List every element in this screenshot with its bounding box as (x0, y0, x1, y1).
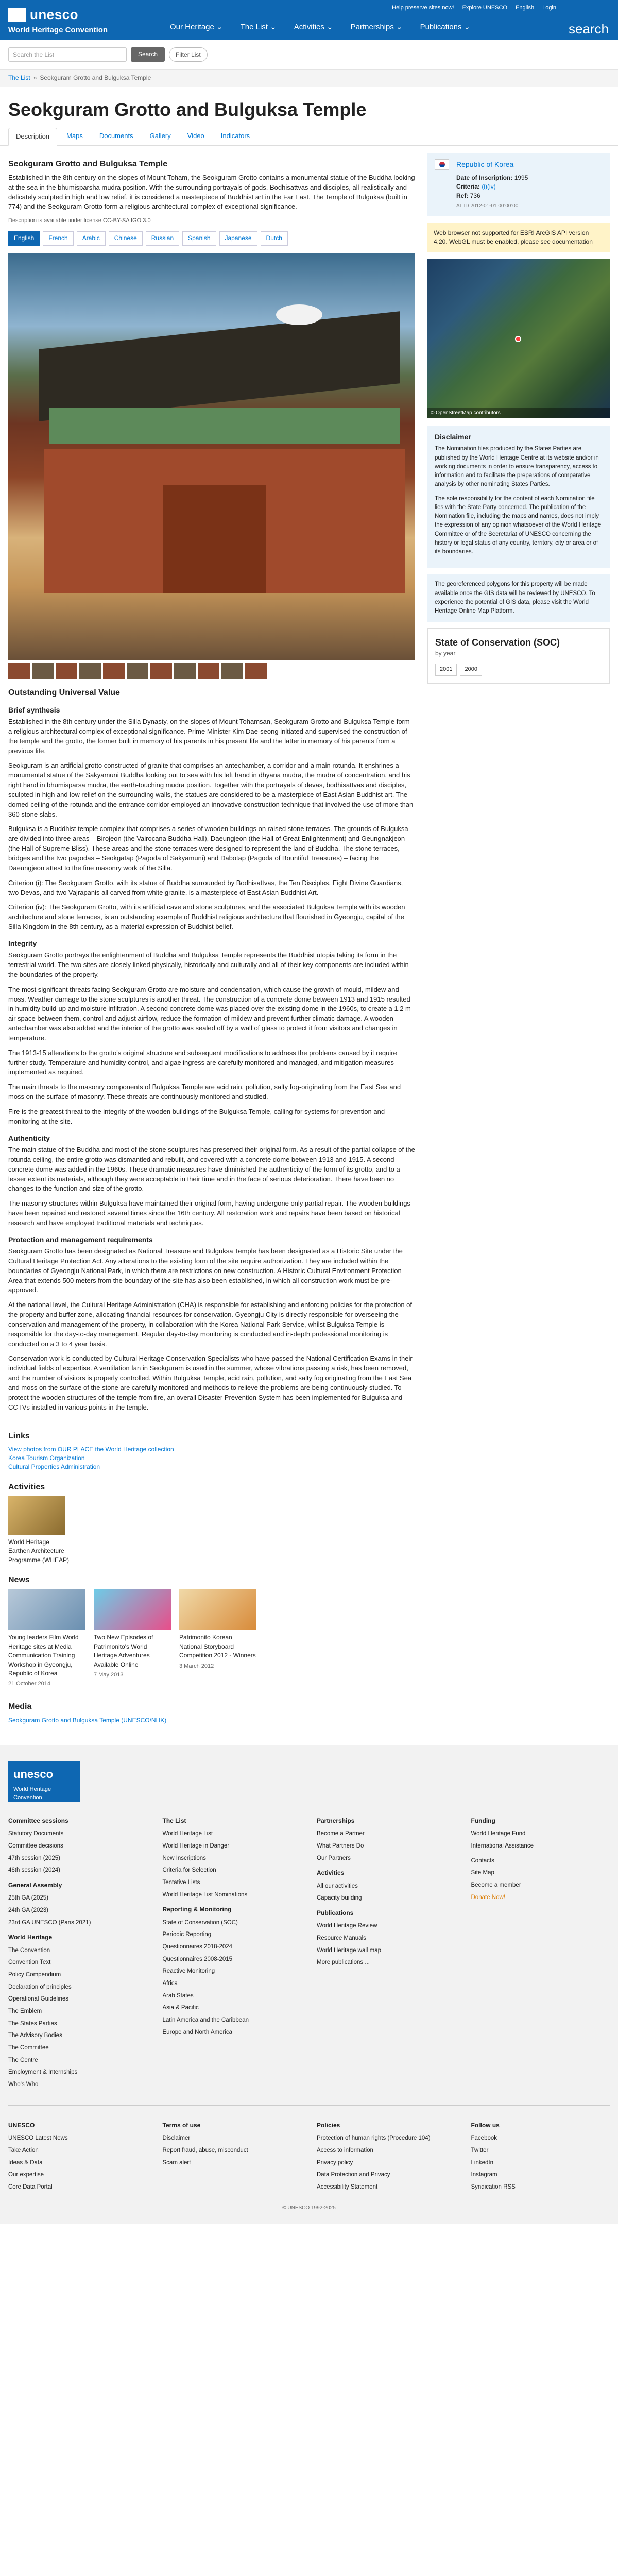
thumbnail[interactable] (103, 663, 125, 679)
footer-link[interactable]: Data Protection and Privacy (317, 2172, 390, 2178)
gallery-thumbnails (8, 663, 415, 679)
news-date: 7 May 2013 (94, 1671, 124, 1678)
breadcrumb-sep: » (33, 74, 37, 81)
site-name[interactable]: World Heritage Convention (8, 26, 108, 35)
footer-link[interactable]: All our activities (317, 1883, 358, 1889)
lang-arabic[interactable]: Arabic (77, 231, 106, 245)
footer-link[interactable]: 23rd GA UNESCO (Paris 2021) (8, 1919, 91, 1926)
footer-link[interactable]: Committee decisions (8, 1842, 63, 1849)
temple-icon (8, 8, 26, 22)
thumbnail[interactable] (8, 663, 30, 679)
footer-link[interactable]: Protection of human rights (Procedure 104) (317, 2135, 431, 2142)
authenticity-paragraph: The main statue of the Buddha and most of the stone sculptures has preserved their original form. As a result of the partial collapse of the rotunda ceiling, the entire grotto was dismantled and rebuilt, and covered with a concrete dome between 1913 and 1915. A second concrete dome was added in the 1960s. These dramatic measures have diminished the authenticity of the form of its grotto, and to a lesser extent its materials, although they were acceptable in their time and in the face of serious deterioration. There have been no changes to the function and size of the grotto. (8, 1145, 415, 1193)
footer-link[interactable]: Operational Guidelines (8, 1996, 68, 2003)
gis-note: The georeferenced polygons for this property will be made available once the GIS data will be reviewed by UNESCO. To experience the potential of GIS data, please visit the World Heritage Online Map Platform. (427, 574, 610, 622)
news-heading: News (8, 1575, 30, 1585)
links-section (0, 1430, 618, 1472)
news-date: 21 October 2014 (8, 1681, 50, 1687)
criteria: Criteria: (i)(iv) (456, 183, 496, 191)
site-header (0, 0, 618, 40)
lang-chinese[interactable]: Chinese (109, 231, 143, 245)
footer-link[interactable]: Take Action (8, 2147, 39, 2154)
footer-link[interactable]: Resource Manuals (317, 1935, 366, 1942)
protection-paragraph: At the national level, the Cultural Heritage Administration (CHA) is responsible for establishing and enforcing policies for the protection of the property and buffer zone, allocating financial resources for conservation. Gyeongju City is directly responsible for overseeing the conservation and management of the property, in collaboration with the Korea National Park Service, whilst Bulguksa Temple is responsible for the day-to-day management. Regular day-to-day monitoring is conducted and in-depth professional monitoring is conducted on a 3 to 4 year basis. (8, 1301, 413, 1348)
map-pin-icon[interactable] (515, 336, 521, 342)
footer-link[interactable]: Site Map (471, 1870, 494, 1876)
footer-heading: The List (162, 1817, 186, 1824)
footer-heading: Publications (317, 1909, 354, 1917)
intro-text: Established in the 8th century on the slopes of Mount Toham, the Seokguram Grotto contains a monumental statue of the Buddha looking at the sea in the bhumisparsha mudra position. With the surrounding portrayals of gods, Bodhisattvas and disciples, all realistically and delicately sculpted in high and low relief, it is considered a masterpiece of Buddhist art in the Far East. The Temple of Bulguksa (built in 774) and the Seokguram Grotto form a religious architectural complex of exceptional significance. (8, 173, 415, 211)
links-heading: Links (8, 1431, 30, 1440)
photo-bird (276, 304, 322, 325)
footer-bottom (8, 2105, 610, 2195)
footer-link[interactable]: Questionnaires 2008-2015 (162, 1956, 233, 1962)
nav-the-list[interactable]: The List ⌄ (240, 23, 277, 31)
news-title[interactable]: Young leaders Film World Heritage sites at Media Communication Training Workshop in Gyeongju, Republic of Korea (8, 1634, 79, 1677)
footer-link[interactable]: Syndication RSS (471, 2183, 516, 2190)
tab-gallery[interactable]: Gallery (149, 131, 171, 140)
timestamp: AT ID 2012-01-01 00:00:00 (456, 203, 519, 209)
footer-link[interactable]: Arab States (162, 1992, 194, 1999)
nav-our-heritage[interactable]: Our Heritage ⌄ (170, 23, 223, 31)
tab-indicators[interactable]: Indicators (220, 131, 250, 140)
license-note[interactable]: Description is available under license CC-BY-SA IGO 3.0 (8, 217, 151, 224)
site-footer (0, 1745, 618, 2224)
breadcrumb (0, 70, 618, 87)
integrity-paragraph: The 1913-15 alterations to the grotto's original structure and subsequent modifications to address the problems caused by it require further study. Temperature and humidity control, and algae ingress are carefully monitored and managed, and mitigation measures implemented as required. (8, 1048, 397, 1076)
hero-photo[interactable] (8, 253, 415, 660)
inscription-date: Date of Inscription: 1995 (456, 174, 528, 181)
footer-link[interactable]: Twitter (471, 2147, 489, 2154)
lang-japanese[interactable]: Japanese (219, 231, 258, 245)
news-item[interactable] (8, 1589, 85, 1688)
filter-list-toggle[interactable]: Filter List (169, 47, 208, 62)
footer-link[interactable]: Asia & Pacific (162, 2005, 199, 2011)
sidebar (427, 153, 610, 1418)
footer-heading: Partnerships (317, 1817, 355, 1824)
disclaimer (427, 426, 610, 568)
nav-partnerships[interactable]: Partnerships ⌄ (350, 23, 403, 31)
soc-year-button[interactable]: 2000 (460, 664, 482, 676)
link-item[interactable]: View photos from OUR PLACE the World Heritage collection (8, 1445, 174, 1453)
korea-flag-icon (435, 159, 449, 170)
integrity-paragraph: Fire is the greatest threat to the integrity of the wooden buildings of the Bulguksa Temple, calling for systems for prevention and monitoring at the site. (8, 1107, 385, 1125)
footer-column (471, 1810, 610, 2093)
footer-column (8, 2115, 147, 2195)
footer-link[interactable]: World Heritage Fund (471, 1831, 526, 1837)
media-item[interactable]: Seokguram Grotto and Bulguksa Temple (UNESCO/NHK) (8, 1716, 167, 1724)
footer-column (317, 1810, 456, 2093)
news-image[interactable] (94, 1589, 171, 1630)
footer-link[interactable]: More publications ... (317, 1959, 370, 1966)
map-attribution: © OpenStreetMap contributors (427, 408, 610, 419)
footer-link[interactable]: 25th GA (2025) (8, 1895, 48, 1902)
activities-heading: Activities (8, 1482, 45, 1492)
ouv-paragraph: Established in the 8th century under the Silla Dynasty, on the slopes of Mount Tohamsan, Seokguram Grotto and Bulguksa Temple form a religious architectural complex of exceptional significance. Prime Minister Kim Dae-seong initiated and supervised the construction of the temple and the grotto, the former built in memory of his parents in his present life and the latter in memory of his parents from a previous life. (8, 718, 410, 755)
footer-link[interactable]: Latin America and the Caribbean (162, 2017, 249, 2024)
footer-link[interactable]: Who's Who (8, 2081, 39, 2088)
header-search-button[interactable]: search (568, 21, 609, 37)
footer-link[interactable]: Our expertise (8, 2172, 44, 2178)
main-content (8, 153, 415, 1418)
footer-link[interactable]: Convention Text (8, 1959, 51, 1966)
footer-link[interactable]: The Committee (8, 2045, 49, 2052)
footer-link[interactable]: The Centre (8, 2057, 38, 2063)
footer-link[interactable]: Access to information (317, 2147, 373, 2154)
footer-column (163, 2115, 302, 2195)
disclaimer-paragraph: The sole responsibility for the content of each Nomination file lies with the State Party concerned. The publication of the Nomination file, including the maps and names, does not imply the expression of any opinion whatsoever of the World Heritage Committee or of the Secretariat of UNESCO concerning the history or legal status of any country, territory, city or area or of its boundaries. (435, 495, 602, 555)
footer-link[interactable]: Employment & Internships (8, 2069, 78, 2076)
thumbnail[interactable] (245, 663, 267, 679)
link-item[interactable]: Cultural Properties Administration (8, 1463, 100, 1471)
media-section (0, 1701, 618, 1725)
footer-link[interactable]: Report fraud, abuse, misconduct (162, 2147, 248, 2154)
footer-link[interactable]: Capacity building (317, 1895, 362, 1902)
thumbnail[interactable] (221, 663, 243, 679)
soc-heading: State of Conservation (SOC) (435, 637, 560, 648)
footer-link[interactable]: Become a member (471, 1882, 521, 1888)
footer-heading: Policies (317, 2121, 340, 2129)
breadcrumb-the-list[interactable]: The List (8, 74, 30, 81)
news-item[interactable] (94, 1589, 171, 1688)
footer-link[interactable]: UNESCO Latest News (8, 2135, 68, 2142)
tab-documents[interactable]: Documents (99, 131, 133, 140)
soc-year-button[interactable]: 2001 (435, 664, 457, 676)
footer-link[interactable]: Africa (162, 1980, 178, 1987)
footer-columns (8, 1810, 610, 2093)
footer-link[interactable]: World Heritage Review (317, 1923, 377, 1929)
footer-heading: General Assembly (8, 1881, 62, 1889)
photo-roof (39, 311, 400, 421)
footer-link[interactable]: The States Parties (8, 2020, 57, 2027)
photo-door (163, 485, 266, 593)
search-button[interactable]: Search (131, 47, 165, 62)
thumbnail[interactable] (56, 663, 77, 679)
footer-link[interactable]: What Partners Do (317, 1842, 364, 1849)
thumbnail[interactable] (198, 663, 219, 679)
footer-link[interactable]: Criteria for Selection (162, 1867, 216, 1874)
help-preserve-link[interactable]: Help preserve sites now! (392, 5, 454, 11)
footer-heading: Terms of use (162, 2121, 201, 2129)
news-image[interactable] (179, 1589, 256, 1630)
footer-column (317, 2115, 456, 2195)
integrity-paragraph: Seokguram Grotto portrays the enlightenment of Buddha and Bulguksa Temple represents the Buddhist utopia taking its form in the terrestrial world. The two sites are closely linked physically, historically and culturally and all of their key components are included within the boundaries of the property. (8, 951, 409, 978)
main-nav (170, 22, 470, 33)
lang-spanish[interactable]: Spanish (182, 231, 216, 245)
search-bar (0, 40, 618, 70)
integrity-paragraph: The most significant threats facing Seokguram Grotto are moisture and condensation, which cause the growth of mould, mildew and moss. Weather damage to the stone sculptures is another threat. The construction of a concrete dome between 1913 and 1915 resulted in humidity build-up and moisture infiltration. A second concrete dome was placed over the existing dome in the 1960s, to create a 1.2 m air space between them, control and adjust airflow, reduce the formation of mildew and prevent further climatic damage. A wooden antechamber was also added and the interior of the grotto was sealed off by a wall of glass to protect it from visitors and changes in temperature. (8, 985, 411, 1042)
soc-subtitle: by year (435, 650, 456, 657)
footer-column (471, 2115, 610, 2195)
news-item[interactable] (179, 1589, 256, 1688)
footer-link[interactable]: New Inscriptions (162, 1855, 206, 1861)
footer-heading: Activities (317, 1869, 345, 1877)
disclaimer-heading: Disclaimer (435, 433, 471, 442)
property-map[interactable] (427, 259, 610, 418)
footer-link[interactable]: Tentative Lists (162, 1879, 200, 1886)
activity-title[interactable]: World Heritage Earthen Architecture Programme (WHEAP) (8, 1538, 70, 1564)
soc-panel (427, 628, 610, 683)
footer-link[interactable]: World Heritage wall map (317, 1947, 382, 1954)
footer-link[interactable]: Declaration of principles (8, 1984, 72, 1990)
footer-link[interactable]: State of Conservation (SOC) (162, 1919, 238, 1926)
footer-link[interactable]: Facebook (471, 2135, 497, 2142)
reference: Ref: 736 (456, 192, 480, 199)
news-title[interactable]: Two New Episodes of Patrimonito's World Heritage Adventures Available Online (94, 1634, 153, 1668)
criterion-iv: Criterion (iv): The Seokguram Grotto, with its artificial cave and stone sculptures, and the associated Bulguksa Temple with its wooden architecture and stone terraces, is an outstanding example of Buddhist religious architecture that flourished in Gyeongju, capital of the Silla Kingdom in the 8th century, as a material expression of Buddhist belief. (8, 903, 405, 931)
thumbnail[interactable] (32, 663, 54, 679)
footer-link[interactable]: Contacts (471, 1857, 494, 1864)
activity-thumbnail[interactable] (8, 1496, 65, 1535)
footer-link[interactable]: Disclaimer (162, 2135, 191, 2142)
protection-paragraph: Conservation work is conducted by Cultural Heritage Conservation Specialists who have passed the National Certification Exams in their individual fields of expertise. A ventilation fan in Seokguram is used in the summer, whose vibrations passing a risk, has been removed, and the number of visitors is properly controlled. Within Bulguksa Temple, acid rain, pollution, and salty fog originating from the East Sea and moss on the surface of the stone are carefully monitored and methods to relieve the problems are being continuously studied. To protect the wooden structures of the temple from fire, an overall Disaster Prevention System has been implemented for Bulguksa and CCTVs installed in various points in the temple. (8, 1354, 413, 1411)
footer-link[interactable]: 46th session (2024) (8, 1867, 61, 1874)
intro-heading: Seokguram Grotto and Bulguksa Temple (8, 159, 168, 168)
footer-heading: UNESCO (8, 2121, 35, 2129)
photo-beam (49, 408, 400, 444)
lang-french[interactable]: French (43, 231, 73, 245)
breadcrumb-current: Seokguram Grotto and Bulguksa Temple (40, 74, 151, 81)
news-date: 3 March 2012 (179, 1663, 214, 1669)
news-image[interactable] (8, 1589, 85, 1630)
language-select[interactable]: English (516, 5, 535, 11)
footer-heading: Committee sessions (8, 1817, 68, 1824)
property-info-card (427, 153, 610, 216)
explore-unesco-link[interactable]: Explore UNESCO (462, 5, 507, 11)
authenticity-paragraph: The masonry structures within Bulguksa have maintained their original form, having undergone only partial repair. The wooden buildings have been repaired and restored several times since the 16th century. All restoration work and repairs have been based on historical research and have employed traditional materials and techniques. (8, 1199, 410, 1227)
footer-link[interactable]: World Heritage List Nominations (162, 1891, 248, 1898)
footer-column (163, 1810, 302, 2093)
utility-nav (392, 4, 556, 12)
footer-link[interactable]: Periodic Reporting (162, 1931, 212, 1938)
unesco-logo[interactable]: unesco (8, 5, 78, 25)
footer-link[interactable]: International Assistance (471, 1842, 534, 1849)
footer-column (8, 1810, 147, 2093)
footer-logo[interactable]: unesco World Heritage Convention (8, 1761, 80, 1802)
footer-link[interactable]: World Heritage in Danger (162, 1842, 230, 1849)
thumbnail[interactable] (150, 663, 172, 679)
footer-link[interactable]: 47th session (2025) (8, 1855, 61, 1861)
footer-link[interactable]: LinkedIn (471, 2159, 493, 2166)
footer-link[interactable]: Become a Partner (317, 1831, 365, 1837)
thumbnail[interactable] (79, 663, 101, 679)
brief-synthesis-heading: Brief synthesis (8, 705, 60, 714)
integrity-paragraph: The main threats to the masonry components of Bulguksa Temple are acid rain, pollution, salty fog-originating from the East Sea and moss on the surface of masonry. These threats are continuously monitored and studied. (8, 1083, 401, 1101)
page-title: Seokguram Grotto and Bulguksa Temple (8, 99, 367, 121)
footer-link[interactable]: Our Partners (317, 1855, 351, 1861)
lang-english[interactable]: English (8, 231, 40, 245)
search-input[interactable]: Search the List (8, 47, 127, 62)
tab-description[interactable]: Description (8, 128, 57, 146)
footer-link[interactable]: The Emblem (8, 2008, 42, 2015)
authenticity-heading: Authenticity (8, 1133, 50, 1142)
lang-dutch[interactable]: Dutch (261, 231, 288, 245)
integrity-heading: Integrity (8, 939, 37, 947)
footer-link[interactable]: Ideas & Data (8, 2159, 43, 2166)
login-link[interactable]: Login (542, 5, 556, 11)
activity-card[interactable] (8, 1496, 70, 1565)
footer-link[interactable]: Accessibility Statement (317, 2183, 378, 2190)
footer-link[interactable]: Instagram (471, 2172, 497, 2178)
footer-link[interactable]: Donate Now! (471, 1894, 505, 1901)
footer-link[interactable]: Core Data Portal (8, 2183, 53, 2190)
ouv-paragraph: Bulguksa is a Buddhist temple complex that comprises a series of wooden buildings on raised stone terraces. The grounds of Bulguksa are divided into three areas – Birojeon (the Vairocana Buddha Hall), Daeungjeon (the Hall of Great Enlightenment) and Geungnakjeon (the Hall of Supreme Bliss). These areas and the stone terraces were designed to represent the land of Buddha. The stone terraces, bridges and the two pagodas – Seokgatap (Pagoda of Sakyamuni) and Dabotap (Pagoda of Bountiful Treasures) – facing the Daeungjeon attest to the fine masonry work of the Silla. (8, 825, 408, 872)
protection-paragraph: Seokguram Grotto has been designated as National Treasure and Bulguksa Temple has been designated as a Historic Site under the Cultural Heritage Protection Act. Any alterations to the existing form of the site require authorization. They are included within the boundaries of Gyeongju National Park, in which there are restrictions on new construction. A Historic Cultural Environment Protection Area that extends 500 meters from the boundary of the site has also been established, in which all construction work must be pre-approved. (8, 1247, 403, 1294)
language-tabs (8, 231, 415, 245)
country-link[interactable]: Republic of Korea (456, 160, 514, 168)
footer-link[interactable]: The Convention (8, 1947, 50, 1954)
footer-link[interactable]: World Heritage List (162, 1831, 213, 1837)
tab-maps[interactable]: Maps (66, 131, 83, 140)
footer-link[interactable]: Scam alert (162, 2159, 191, 2166)
tab-video[interactable]: Video (187, 131, 204, 140)
disclaimer-paragraph: The Nomination files produced by the States Parties are published by the World Heritage Centre at its website and/or in working documents in order to ensure transparency, access to information and to facilitate the preparations of comparative analysis by other nominating States Parties. (435, 446, 599, 488)
ouv-heading: Outstanding Universal Value (8, 688, 120, 697)
footer-link[interactable]: The Advisory Bodies (8, 2032, 62, 2039)
tab-bar (0, 128, 618, 146)
footer-link[interactable]: Europe and North America (162, 2029, 233, 2036)
footer-link[interactable]: Reactive Monitoring (162, 1968, 215, 1975)
criterion-i: Criterion (i): The Seokguram Grotto, with its statue of Buddha surrounded by Bodhisattvas, the Ten Disciples, Eight Divine Guardians, two Devas, and two Vajrapanis all carved from white granite, is a masterpiece of East Asian Buddhist Art. (8, 878, 403, 896)
link-item[interactable]: Korea Tourism Organization (8, 1454, 85, 1462)
protection-heading: Protection and management requirements (8, 1235, 153, 1244)
ouv-paragraph: Seokguram is an artificial grotto constructed of granite that comprises an antechamber, a corridor and a main rotunda. It enshrines a monumental statue of the Sakyamuni Buddha looking out to sea with his left hand in dhyana mudra, the mudra of concentration, and his right hand in bhumisparsa mudra, the earth-touching mudra position. Together with the portrayals of devas, bodhisattvas and disciples, sculpted in high and low relief on the surrounding walls, the statues are considered to be a masterpiece of East Asian Buddhist art. The domed ceiling of the rotunda and the entrance corridor employed an innovative construction technique that involved the use of more than 360 stone slabs. (8, 761, 414, 818)
media-heading: Media (8, 1702, 32, 1711)
lang-russian[interactable]: Russian (146, 231, 179, 245)
copyright: © UNESCO 1992-2025 (282, 2205, 336, 2211)
footer-heading: World Heritage (8, 1934, 53, 1941)
footer-link[interactable]: Statutory Documents (8, 1831, 64, 1837)
footer-link[interactable]: Questionnaires 2018-2024 (162, 1944, 233, 1951)
footer-link[interactable]: Privacy policy (317, 2159, 353, 2166)
browser-warning: Web browser not supported for ESRI ArcGIS API version 4.20. WebGL must be enabled, please see documentation (427, 223, 610, 253)
nav-publications[interactable]: Publications ⌄ (420, 23, 471, 31)
thumbnail[interactable] (174, 663, 196, 679)
footer-link[interactable]: 24th GA (2023) (8, 1907, 48, 1914)
news-title[interactable]: Patrimonito Korean National Storyboard Competition 2012 - Winners (179, 1634, 256, 1659)
nav-activities[interactable]: Activities ⌄ (294, 23, 333, 31)
news-section (0, 1574, 618, 1688)
footer-heading: Funding (471, 1817, 495, 1824)
footer-heading: Follow us (471, 2121, 500, 2129)
footer-link[interactable]: Policy Compendium (8, 1972, 61, 1978)
activities-section (0, 1481, 618, 1565)
thumbnail[interactable] (127, 663, 148, 679)
footer-heading: Reporting & Monitoring (162, 1906, 232, 1913)
